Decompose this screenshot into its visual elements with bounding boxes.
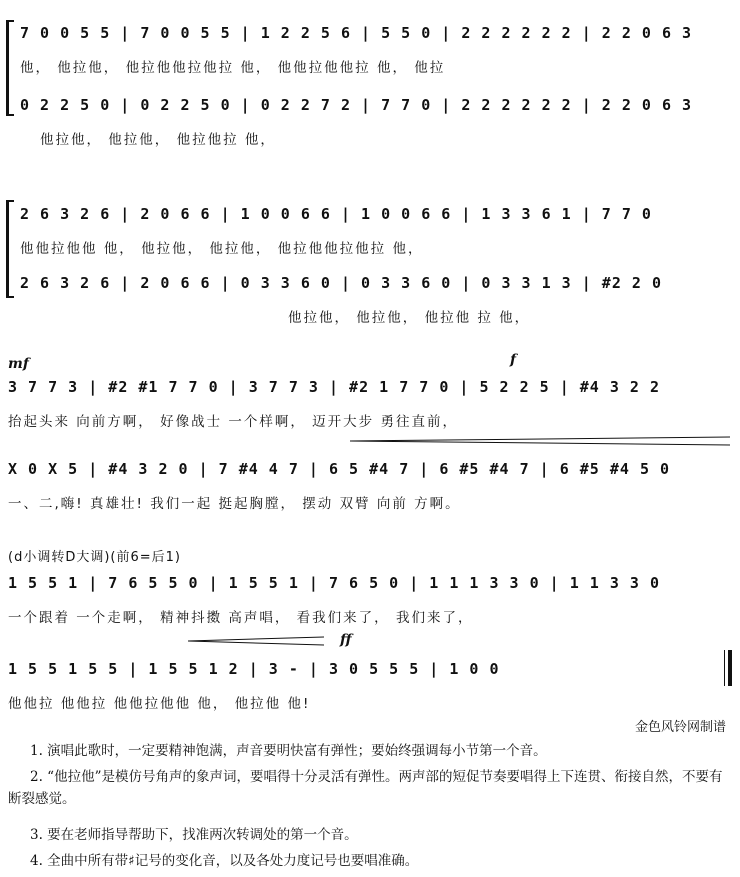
instruction-3: 3. 要在老师指导帮助下，找准两次转调处的第一个音。: [30, 827, 358, 843]
system-1-bracket: [6, 20, 9, 116]
system-4-upper-lyrics: 一个跟着 一个走啊， 精神抖擞 高声唱， 看我们来了， 我们来了，: [8, 610, 474, 626]
final-barline: [724, 650, 734, 686]
system-2-lower-notes: 2 6 3 2 6 | 2 0 6 6 | 0 3 3 6 0 | 0 3 3 6 0 | 0 3 3 1 3 | #2 2 0: [20, 274, 662, 292]
dynamic-ff: ff: [340, 632, 352, 648]
system-1-lower-notes: 0 2 2 5 0 | 0 2 2 5 0 | 0 2 2 7 2 | 7 7 0 | 2 2 2 2 2 2 | 2 2 0 6 3: [20, 96, 693, 114]
system-2-lower-lyrics: 他拉他， 他拉他， 他拉他 拉 他，: [288, 310, 531, 326]
instruction-4: 4. 全曲中所有带♯记号的变化音，以及各处力度记号也要唱准确。: [30, 853, 419, 869]
score-credit: 金色风铃网制谱: [634, 720, 726, 735]
system-1-lower-lyrics: 他拉他， 他拉他， 他拉他拉 他，: [40, 132, 276, 148]
instruction-1: 1. 演唱此歌时，一定要精神饱满，声音要明快富有弹性；要始终强调每小节第一个音。: [30, 743, 547, 759]
dynamic-f: f: [510, 352, 517, 368]
system-3-lower-notes: X 0 X 5 | #4 3 2 0 | 7 #4 4 7 | 6 5 #4 7 | 6 #5 #4 7 | 6 #5 #4 5 0: [8, 460, 671, 478]
instruction-2: 2. “他拉他”是模仿号角声的象声词，要唱得十分灵活有弹性。两声部的短促节奏要唱得上下连贯、衔接自然，不要有断裂感觉。: [8, 769, 723, 807]
modulation-note: (d小调转D大调)(前6=后1): [8, 550, 181, 565]
crescendo-hairpin: [350, 436, 730, 446]
system-2-upper-notes: 2 6 3 2 6 | 2 0 6 6 | 1 0 0 6 6 | 1 0 0 6 6 | 1 3 3 6 1 | 7 7 0: [20, 205, 652, 223]
system-4-lower-notes: 1 5 5 1 5 5 | 1 5 5 1 2 | 3 - | 3 0 5 5 5 | 1 0 0: [8, 660, 500, 678]
dynamic-mf: mf: [8, 356, 29, 372]
system-3-upper-lyrics: 抬起头来 向前方啊， 好像战士 一个样啊， 迈开大步 勇往直前，: [8, 414, 458, 430]
system-1-upper-notes: 7 0 0 5 5 | 7 0 0 5 5 | 1 2 2 5 6 | 5 5 0 | 2 2 2 2 2 2 | 2 2 0 6 3: [20, 24, 693, 42]
system-4-upper-notes: 1 5 5 1 | 7 6 5 5 0 | 1 5 5 1 | 7 6 5 0 | 1 1 1 3 3 0 | 1 1 3 3 0: [8, 574, 660, 592]
system-3-lower-lyrics: 一、二,嗨! 真雄壮! 我们一起 挺起胸膛， 摆动 双臂 向前 方啊。: [8, 496, 461, 512]
crescendo-hairpin-2: [188, 636, 324, 646]
system-2-bracket: [6, 200, 9, 298]
system-1-upper-lyrics: 他， 他拉他， 他拉他他拉他拉 他， 他他拉他他拉 他， 他拉: [20, 60, 446, 76]
system-2-upper-lyrics: 他他拉他他 他， 他拉他， 他拉他， 他拉他他拉他拉 他，: [20, 241, 424, 257]
system-4-lower-lyrics: 他他拉 他他拉 他他拉他他 他， 他拉他 他!: [8, 696, 311, 712]
system-3-upper-notes: 3 7 7 3 | #2 #1 7 7 0 | 3 7 7 3 | #2 1 7 7 0 | 5 2 2 5 | #4 3 2 2: [8, 378, 660, 396]
